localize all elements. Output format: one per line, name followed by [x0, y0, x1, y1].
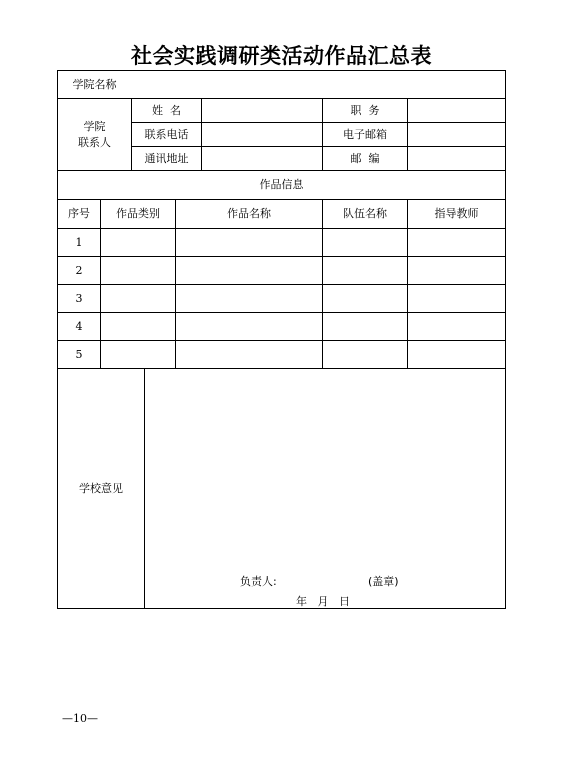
column-header-index: 序号	[68, 207, 90, 221]
col-divider	[144, 368, 145, 609]
school-opinion-label: 学校意见	[79, 481, 123, 495]
column-header-advisor: 指导教师	[434, 207, 479, 221]
responsible-person-label: 负责人:	[240, 575, 277, 588]
position-label: 职 务	[350, 103, 380, 117]
table-border-bottom	[57, 608, 506, 609]
col-divider	[201, 98, 202, 171]
row-number: 2	[75, 263, 83, 277]
name-label: 姓 名	[152, 103, 181, 117]
page-number: —10—	[62, 712, 98, 725]
row-number: 5	[75, 347, 83, 361]
college-name-label: 学院名称	[72, 77, 117, 91]
seal-label: (盖章)	[368, 575, 399, 588]
college-contact-label	[58, 99, 131, 170]
column-header-category: 作品类别	[116, 207, 160, 221]
date-label: 年 月 日	[296, 595, 350, 608]
page-title: 社会实践调研类活动作品汇总表	[131, 43, 432, 68]
row-divider	[57, 340, 506, 341]
table-border-right	[505, 70, 506, 609]
phone-label: 联系电话	[144, 127, 189, 141]
row-divider	[57, 284, 506, 285]
column-header-team-name: 队伍名称	[343, 207, 387, 221]
row-divider	[57, 312, 506, 313]
row-number: 3	[75, 291, 83, 305]
row-number: 4	[75, 319, 83, 333]
postcode-label: 邮 编	[350, 151, 380, 165]
row-divider	[57, 256, 506, 257]
row-number: 1	[75, 235, 83, 249]
col-divider	[407, 98, 408, 171]
row-divider	[57, 228, 506, 229]
column-header-work-name: 作品名称	[227, 207, 271, 221]
email-label: 电子邮箱	[343, 127, 387, 141]
address-label: 通讯地址	[144, 151, 189, 165]
college-contact-label-line1: 学院	[83, 120, 106, 134]
college-contact-label-line2: 联系人	[78, 135, 111, 149]
works-info-heading: 作品信息	[259, 178, 304, 192]
